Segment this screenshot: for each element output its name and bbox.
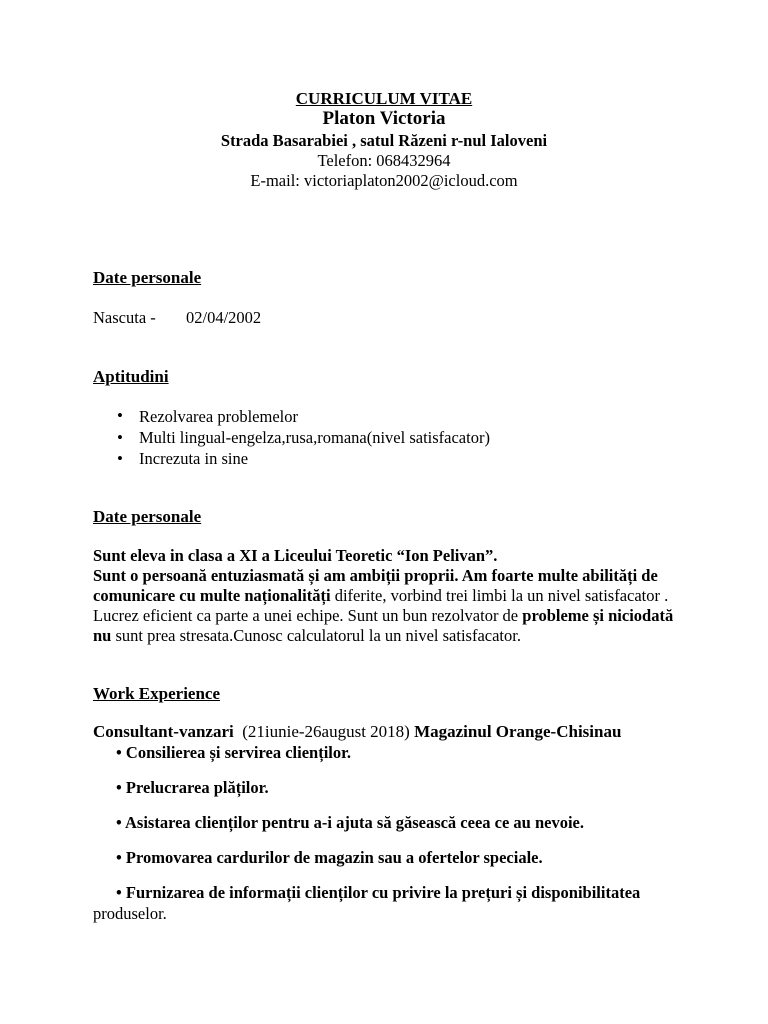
born-label: Nascuta - xyxy=(93,308,156,327)
bullet-icon: • xyxy=(117,428,123,447)
about-bold-text: Sunt o persoană entuziasmată și am ambiții proprii. Am foarte multe abilități de comunicare cu multe naționalități xyxy=(93,566,658,605)
about-paragraph xyxy=(93,566,683,646)
duty-item: • Consilierea și servirea clienților. xyxy=(116,743,352,762)
bullet-icon: • xyxy=(117,406,123,425)
address: Strada Basarabiei , satul Răzeni r-nul Ialoveni xyxy=(220,131,548,150)
about-text: diferite, vorbind trei limbi la un nivel satisfacator . Lucrez eficient ca parte a unei echipe. Sunt un bun rezolvator de xyxy=(93,586,669,625)
duty-item: • Asistarea clienților pentru a-i ajuta să găsească ceea ce au nevoie. xyxy=(116,813,585,832)
about-text: sunt prea stresata.Cunosc calculatorul la un nivel satisfacator. xyxy=(111,626,521,645)
phone: Telefon: 068432964 xyxy=(317,151,451,170)
bullet-icon: • xyxy=(117,449,123,468)
skill-item: Rezolvarea problemelor xyxy=(139,407,298,426)
job-title-line xyxy=(93,722,621,742)
duty-item: • Promovarea cardurilor de magazin sau a ofertelor speciale. xyxy=(116,848,543,867)
job-period: (21iunie-26august 2018) xyxy=(242,722,410,741)
job-position: Consultant-vanzari xyxy=(93,722,234,741)
duty-continuation: produselor. xyxy=(93,904,167,923)
skill-item: Increzuta in sine xyxy=(139,449,249,468)
duty-item: • Furnizarea de informații clienților cu privire la prețuri și disponibilitatea xyxy=(116,883,641,902)
section-heading-about: Date personale xyxy=(93,507,202,526)
job-company: Magazinul Orange-Chisinau xyxy=(414,722,622,741)
cv-title: CURRICULUM VITAE xyxy=(295,89,473,108)
born-date: 02/04/2002 xyxy=(186,308,262,327)
full-name: Platon Victoria xyxy=(322,108,446,129)
section-heading-personal: Date personale xyxy=(93,268,202,287)
section-heading-skills: Aptitudini xyxy=(93,367,169,386)
duty-item: • Prelucrarea plăților. xyxy=(116,778,269,797)
section-heading-work: Work Experience xyxy=(93,684,221,703)
about-line: Sunt eleva in clasa a XI a Liceului Teoretic “Ion Pelivan”. xyxy=(93,546,498,565)
about-bold-text: probleme și niciodată nu xyxy=(93,606,674,645)
skill-item: Multi lingual-engelza,rusa,romana(nivel satisfacator) xyxy=(139,428,490,447)
email: E-mail: victoriaplaton2002@icloud.com xyxy=(250,171,518,190)
